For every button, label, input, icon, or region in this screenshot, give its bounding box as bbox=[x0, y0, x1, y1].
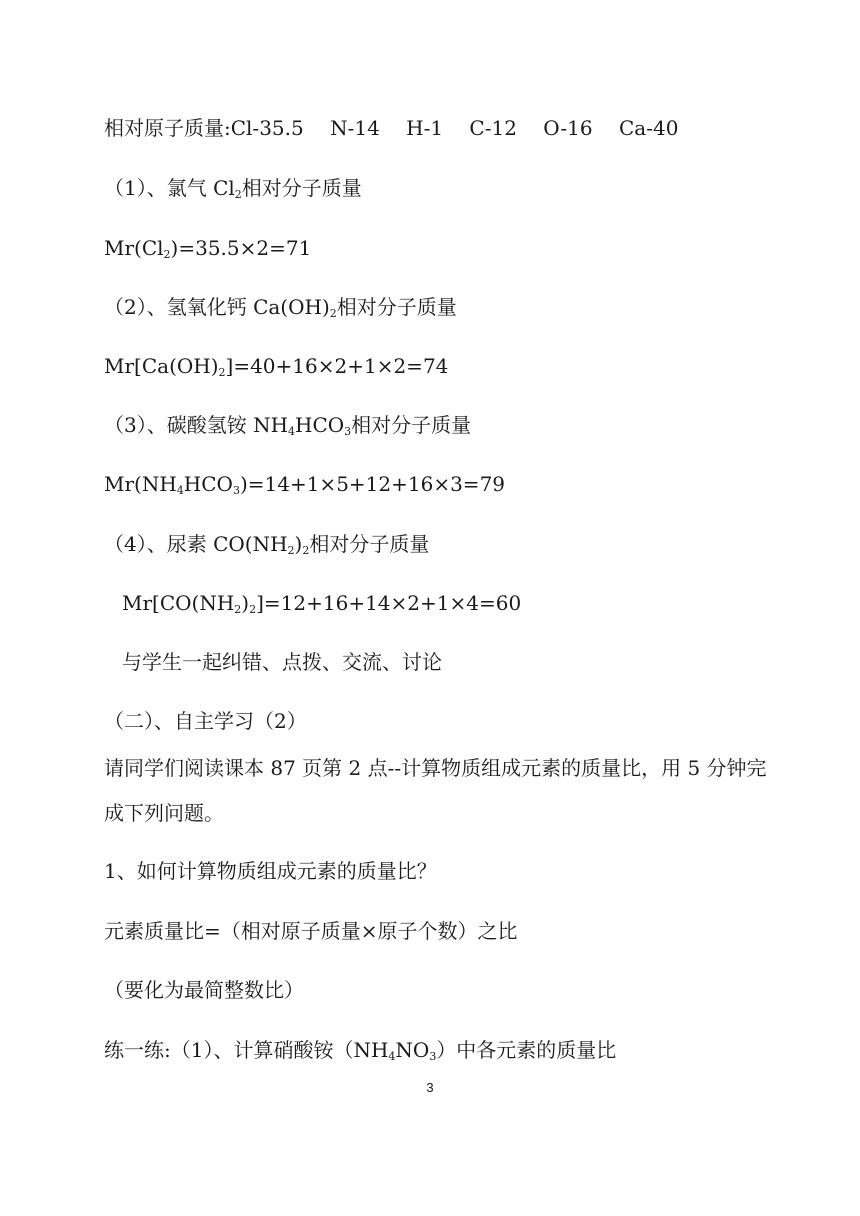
instruction-line-1: 请同学们阅读课本 87 页第 2 点--计算物质组成元素的质量比，用 5 分钟完 bbox=[104, 756, 767, 780]
question-1: 1、如何计算物质组成元素的质量比？ bbox=[104, 859, 437, 883]
teacher-note: 与学生一起纠错、点拨、交流、讨论 bbox=[122, 650, 442, 674]
relative-atomic-mass-line: 相对原子质量:Cl-35.5 N-14 H-1 C-12 O-16 Ca-40 bbox=[104, 116, 679, 140]
practice-exercise-1: 练一练:（1）、计算硝酸铵$(NH_4NO_3)$中各元素的质量比 bbox=[104, 1038, 617, 1063]
item-2-calcium-hydroxide-heading: （2）、氢氧化钙 $Ca(OH)_2$相对分子质量 bbox=[104, 295, 457, 320]
simplify-note: （要化为最简整数比） bbox=[104, 978, 304, 1002]
item-4-urea-heading: （4）、尿素 $CO(NH_2)_2$相对分子质量 bbox=[104, 532, 430, 557]
item-2-formula: $Mr[Ca(OH)_2]=40+16\times 2+1\times 2=74$ bbox=[104, 354, 449, 379]
page-number: 3 bbox=[426, 1080, 434, 1095]
mass-ratio-definition: 元素质量比=（相对原子质量×原子个数）之比 bbox=[104, 919, 518, 943]
item-1-formula: $Mr(Cl_2)=35.5\times 2=71$ bbox=[104, 236, 312, 261]
item-1-chlorine-heading: （1）、氯气 $Cl_2$相对分子质量 bbox=[104, 176, 362, 201]
section-heading-self-study-2: （二）、自主学习（2） bbox=[104, 709, 307, 733]
item-3-formula: $Mr(NH_4HCO_3)=14+1\times 5+12+16\times 3=79$ bbox=[104, 472, 506, 497]
item-3-ammonium-bicarbonate-heading: （3）、碳酸氢铵 $NH_4HCO_3$相对分子质量 bbox=[104, 413, 472, 438]
item-4-formula: $Mr[CO(NH_2)_2]=12+16+14\times 2+1\times 4=60$ bbox=[122, 591, 522, 616]
instruction-line-2: 成下列问题。 bbox=[104, 801, 224, 825]
